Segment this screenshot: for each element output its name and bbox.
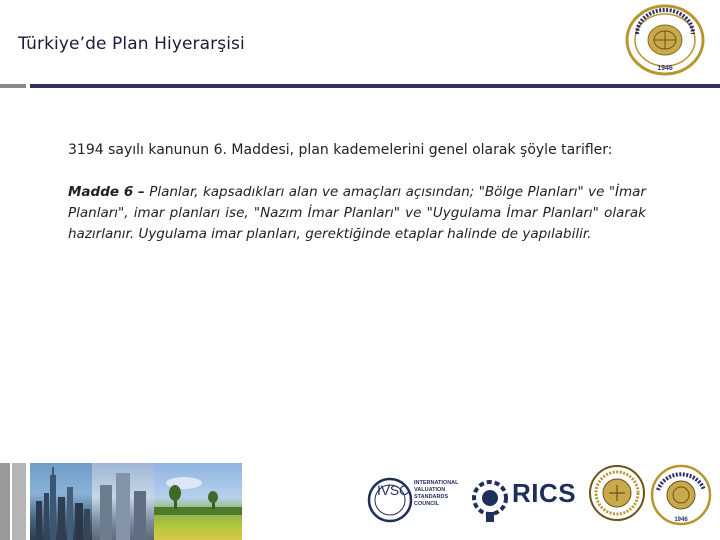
footer-bar-grey-light [12,463,26,540]
header-rule-grey [0,84,26,88]
ankara-university-seal-icon [650,464,712,526]
intro-text: 3194 sayılı kanunun 6. Maddesi, plan kademelerini genel olarak şöyle tarifler: [68,142,613,158]
footer-bar-grey [0,463,10,540]
ivsc-logo-text: IVSC [377,482,409,498]
madde-label: Madde 6 – [68,184,145,200]
city-skyline-photo [30,463,92,540]
page-title: Türkiye’de Plan Hiyerarşisi [18,34,245,54]
ivsc-line: VALUATION [414,487,446,493]
towers-photo [92,463,154,540]
svg-text:1946: 1946 [657,65,673,72]
university-seal-gold-icon [588,464,646,522]
madde-paragraph [68,182,646,245]
ivsc-line: COUNCIL [414,501,440,507]
ivsc-line: STANDARDS [414,494,449,500]
rics-lion-icon [470,474,510,524]
madde-text: Planlar, kapsadıkları alan ve amaçları açısından; "Bölge Planları" ve "İmar Planları", imar planları ise, "Nazım İmar Planları" ve "Uygulama İmar Planları" olarak hazırlanır. Uygulama imar planları, gerektiğinde etaplar halinde de yapılabilir. [68,184,646,242]
svg-text:1946: 1946 [674,517,688,523]
ivsc-line: INTERNATIONAL [414,480,459,486]
field-landscape-photo [154,463,242,540]
ankara-university-logo [625,4,705,76]
ivsc-full-name [414,480,474,508]
rics-logo-text: RICS [512,478,577,508]
header-rule-blue [30,84,720,88]
